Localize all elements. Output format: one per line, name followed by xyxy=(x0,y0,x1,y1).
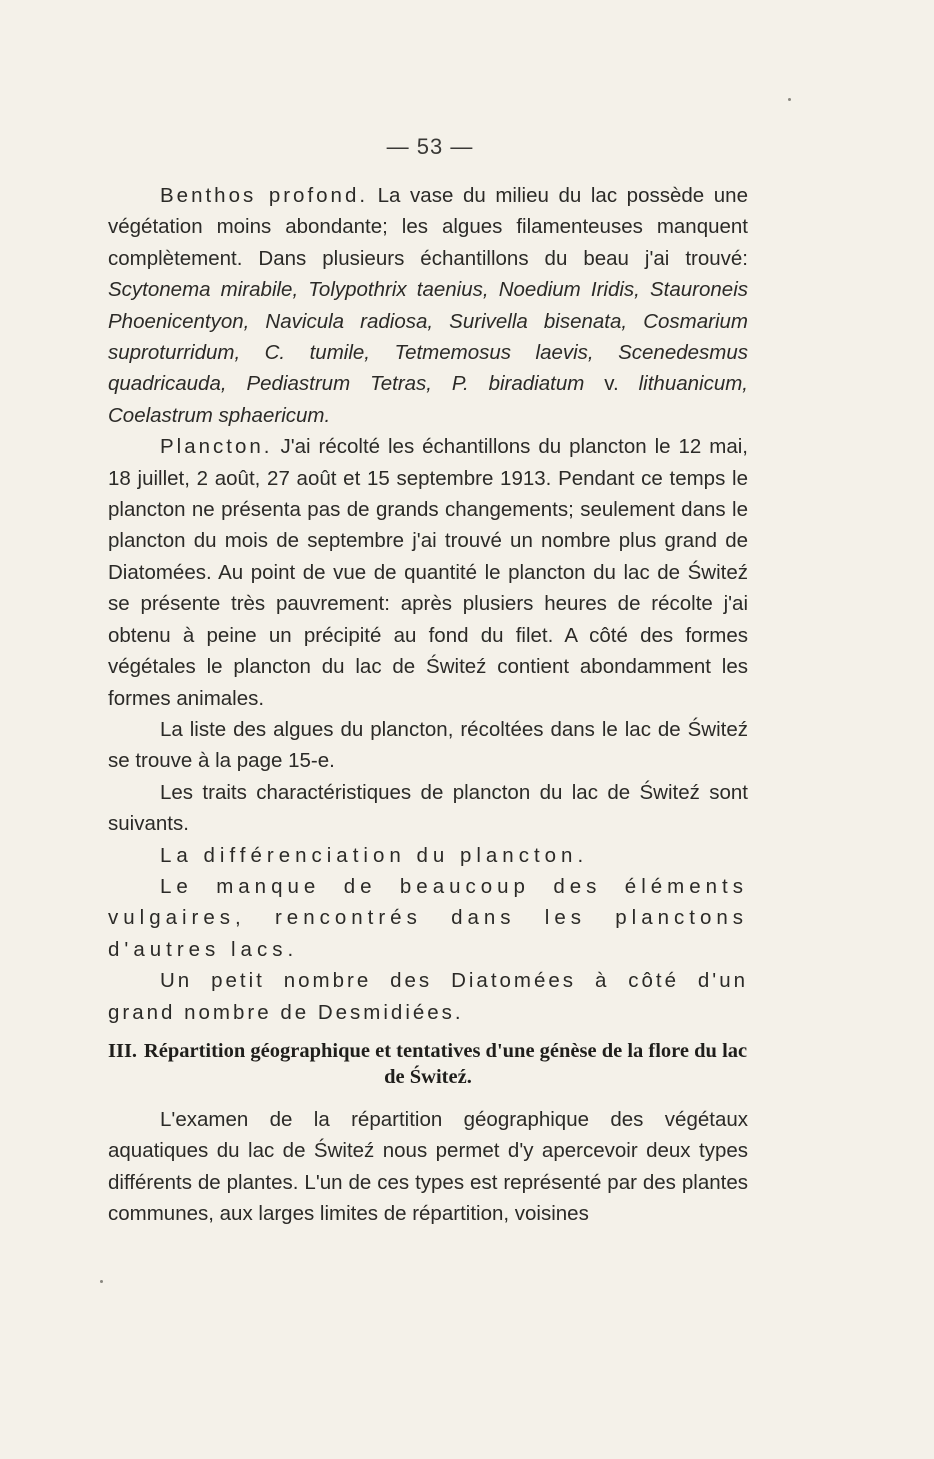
run-in-heading: Plancton. xyxy=(160,435,273,459)
paragraph-text: Les traits charactéristiques de plancton du lac de Świteź sont suivants. xyxy=(108,780,748,836)
spaced-emphasis-line: Le manque de beaucoup des éléments vulgaires, rencontrés dans les planctons d'autres lacs. xyxy=(108,874,748,961)
paragraph-text: L'examen de la répartition géographique des végétaux aquatiques du lac de Świteź nous permet d'y apercevoir deux types différents de plantes. L'un de ces types est représenté par des plantes communes, aux larges limites de répartition, voisines xyxy=(108,1107,748,1226)
speck-mark xyxy=(788,98,791,101)
section-heading xyxy=(108,1038,748,1090)
paragraph-benthos xyxy=(108,180,748,431)
spaced-emphasis-line: La différenciation du plancton. xyxy=(160,843,589,867)
section-number: III. xyxy=(108,1039,138,1062)
paragraph-text: La liste des algues du plancton, récoltées dans le lac de Świteź se trouve à la page 15-e. xyxy=(108,717,748,773)
paragraph-text: J'ai récolté les échantillons du plancton le 12 mai, 18 juillet, 2 août, 27 août et 15 septembre 1913. Pendant ce temps le plancton ne présenta pas de grands changements; seulement dans le plancton du mois de septembre j'ai trouvé un nombre plus grand de Diatomées. Au point de vue de quantité le plancton du lac de Świteź se présente très pauvrement: après plusiers heures de récolte j'ai obtenu à peine un précipité au fond du filet. A côté des formes végétales le plancton du lac de Świteź contient abondamment les formes animales. xyxy=(108,435,748,710)
paragraph-text: La vase du milieu du lac possède une végétation moins abondante; les algues filamenteuses manquent complètement. Dans plusieurs échantillons du beau j'ai trouvé: xyxy=(108,184,748,270)
species-list: Scytonema mirabile, Tolypothrix taenius, Noedium Iridis, Stauroneis Phoenicentyon, Navicula radiosa, Surivella bisenata, Cosmarium suproturridum, C. tumile, Tetmemosus laevis, Scenedesmus quadricauda, Pediastrum Tetras, P. biradiatum xyxy=(108,278,748,396)
speck-mark xyxy=(100,1280,103,1283)
paragraph-text: v. xyxy=(584,372,639,396)
paragraph-plancton xyxy=(108,431,748,714)
species-list: lithuanicum, Coelastrum sphaericum. xyxy=(108,372,748,427)
spaced-emphasis-line: Un petit nombre des Diatomées à côté d'un grand nombre de Desmidiées. xyxy=(108,969,748,1024)
section-title: Répartition géographique et tentatives d'une génèse de la flore du lac de Świteź. xyxy=(143,1039,748,1088)
run-in-heading: Benthos profond. xyxy=(160,184,369,207)
page-number: — 53 — xyxy=(386,134,474,159)
body-text xyxy=(108,180,748,1230)
